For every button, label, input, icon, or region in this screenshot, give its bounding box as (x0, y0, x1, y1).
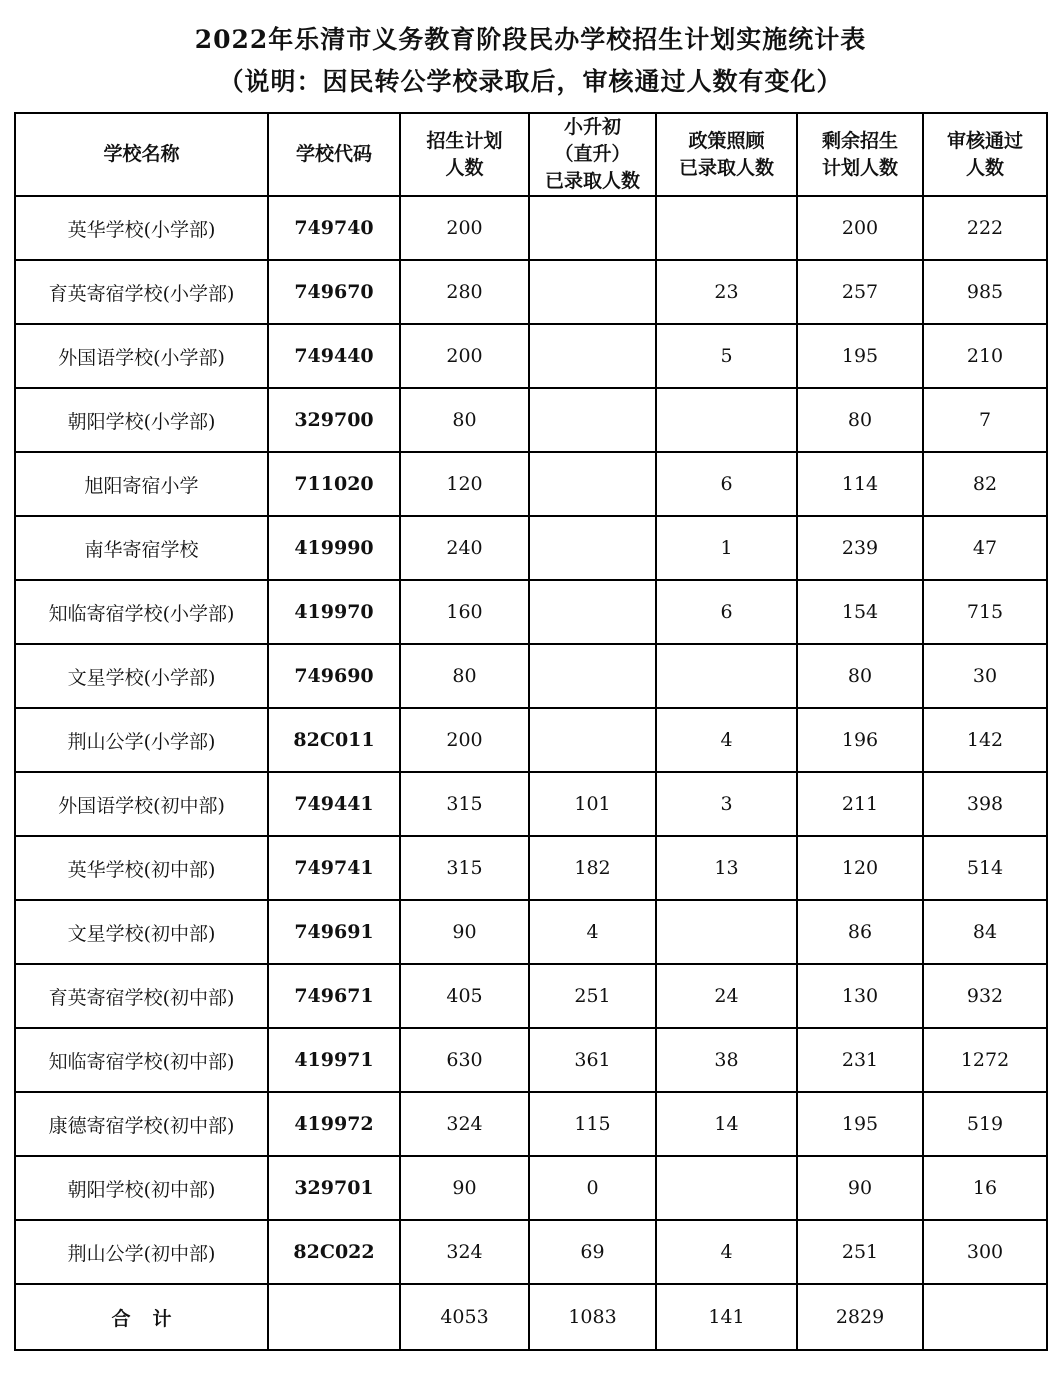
table-footer (15, 1284, 1047, 1350)
cell-school-code: 419990 (268, 516, 400, 580)
cell-school-name: 荆山公学(小学部) (15, 708, 268, 772)
cell-remaining-plan: 239 (797, 516, 923, 580)
cell-policy-admitted: 13 (656, 836, 797, 900)
cell-approved-count: 300 (923, 1220, 1047, 1284)
header-approved-count: 审核通过 人数 (923, 113, 1047, 196)
total-code (268, 1284, 400, 1350)
cell-direct-admitted (529, 196, 656, 260)
cell-school-code: 329701 (268, 1156, 400, 1220)
cell-enrollment-plan: 80 (400, 388, 529, 452)
header-direct-promotion-admitted: 小升初 （直升） 已录取人数 (529, 113, 656, 196)
cell-remaining-plan: 231 (797, 1028, 923, 1092)
cell-school-code: 749440 (268, 324, 400, 388)
cell-approved-count: 398 (923, 772, 1047, 836)
header-policy-admitted: 政策照顾 已录取人数 (656, 113, 797, 196)
cell-school-name: 朝阳学校(初中部) (15, 1156, 268, 1220)
total-direct-admitted: 1083 (529, 1284, 656, 1350)
table-row (15, 388, 1047, 452)
cell-remaining-plan: 80 (797, 644, 923, 708)
table-row (15, 580, 1047, 644)
cell-policy-admitted: 38 (656, 1028, 797, 1092)
cell-enrollment-plan: 90 (400, 900, 529, 964)
cell-approved-count: 7 (923, 388, 1047, 452)
cell-school-name: 康德寄宿学校(初中部) (15, 1092, 268, 1156)
cell-school-name: 育英寄宿学校(初中部) (15, 964, 268, 1028)
cell-policy-admitted: 4 (656, 1220, 797, 1284)
header-school-code: 学校代码 (268, 113, 400, 196)
cell-enrollment-plan: 80 (400, 644, 529, 708)
total-label: 合计 (15, 1284, 268, 1350)
cell-remaining-plan: 120 (797, 836, 923, 900)
cell-direct-admitted (529, 708, 656, 772)
cell-policy-admitted: 1 (656, 516, 797, 580)
table-row (15, 516, 1047, 580)
cell-approved-count: 222 (923, 196, 1047, 260)
cell-school-name: 知临寄宿学校(小学部) (15, 580, 268, 644)
cell-school-code: 749441 (268, 772, 400, 836)
cell-direct-admitted (529, 388, 656, 452)
cell-policy-admitted: 6 (656, 580, 797, 644)
cell-direct-admitted: 115 (529, 1092, 656, 1156)
table-body (15, 196, 1047, 1284)
cell-school-code: 82C022 (268, 1220, 400, 1284)
cell-remaining-plan: 130 (797, 964, 923, 1028)
cell-remaining-plan: 195 (797, 1092, 923, 1156)
cell-enrollment-plan: 324 (400, 1220, 529, 1284)
cell-enrollment-plan: 324 (400, 1092, 529, 1156)
cell-remaining-plan: 196 (797, 708, 923, 772)
table-row (15, 452, 1047, 516)
cell-enrollment-plan: 315 (400, 772, 529, 836)
page-title: 2022年乐清市义务教育阶段民办学校招生计划实施统计表 (194, 25, 867, 54)
cell-approved-count: 514 (923, 836, 1047, 900)
total-remaining: 2829 (797, 1284, 923, 1350)
cell-school-name: 育英寄宿学校(小学部) (15, 260, 268, 324)
cell-direct-admitted: 0 (529, 1156, 656, 1220)
cell-school-name: 朝阳学校(小学部) (15, 388, 268, 452)
cell-approved-count: 82 (923, 452, 1047, 516)
cell-school-name: 南华寄宿学校 (15, 516, 268, 580)
cell-direct-admitted (529, 452, 656, 516)
cell-direct-admitted: 361 (529, 1028, 656, 1092)
table-row (15, 1092, 1047, 1156)
cell-policy-admitted: 24 (656, 964, 797, 1028)
cell-policy-admitted: 3 (656, 772, 797, 836)
cell-direct-admitted (529, 324, 656, 388)
cell-approved-count: 985 (923, 260, 1047, 324)
cell-enrollment-plan: 200 (400, 324, 529, 388)
cell-school-code: 82C011 (268, 708, 400, 772)
cell-school-code: 711020 (268, 452, 400, 516)
cell-enrollment-plan: 90 (400, 1156, 529, 1220)
cell-school-name: 外国语学校(初中部) (15, 772, 268, 836)
cell-policy-admitted (656, 1156, 797, 1220)
cell-remaining-plan: 80 (797, 388, 923, 452)
cell-enrollment-plan: 200 (400, 196, 529, 260)
table-row (15, 1220, 1047, 1284)
cell-direct-admitted (529, 516, 656, 580)
table-row (15, 708, 1047, 772)
cell-direct-admitted: 4 (529, 900, 656, 964)
cell-policy-admitted: 4 (656, 708, 797, 772)
cell-school-code: 749690 (268, 644, 400, 708)
cell-school-code: 329700 (268, 388, 400, 452)
cell-enrollment-plan: 280 (400, 260, 529, 324)
cell-remaining-plan: 251 (797, 1220, 923, 1284)
enrollment-stats-table (14, 112, 1048, 1351)
cell-approved-count: 1272 (923, 1028, 1047, 1092)
cell-school-name: 旭阳寄宿小学 (15, 452, 268, 516)
cell-school-name: 外国语学校(小学部) (15, 324, 268, 388)
cell-school-name: 知临寄宿学校(初中部) (15, 1028, 268, 1092)
cell-policy-admitted: 23 (656, 260, 797, 324)
table-row (15, 196, 1047, 260)
header-remaining-plan: 剩余招生 计划人数 (797, 113, 923, 196)
cell-school-code: 749671 (268, 964, 400, 1028)
cell-remaining-plan: 211 (797, 772, 923, 836)
cell-approved-count: 30 (923, 644, 1047, 708)
table-row (15, 836, 1047, 900)
cell-school-name: 文星学校(小学部) (15, 644, 268, 708)
cell-policy-admitted: 14 (656, 1092, 797, 1156)
cell-policy-admitted (656, 196, 797, 260)
cell-direct-admitted: 251 (529, 964, 656, 1028)
cell-enrollment-plan: 315 (400, 836, 529, 900)
cell-school-name: 荆山公学(初中部) (15, 1220, 268, 1284)
cell-school-name: 英华学校(初中部) (15, 836, 268, 900)
cell-school-code: 749740 (268, 196, 400, 260)
page-subtitle-note: （说明：因民转公学校录取后，审核通过人数有变化） (218, 67, 843, 96)
cell-policy-admitted: 5 (656, 324, 797, 388)
cell-school-code: 419971 (268, 1028, 400, 1092)
cell-remaining-plan: 114 (797, 452, 923, 516)
total-policy-admitted: 141 (656, 1284, 797, 1350)
cell-approved-count: 210 (923, 324, 1047, 388)
cell-school-code: 749670 (268, 260, 400, 324)
cell-approved-count: 932 (923, 964, 1047, 1028)
cell-school-name: 英华学校(小学部) (15, 196, 268, 260)
cell-school-code: 749691 (268, 900, 400, 964)
cell-enrollment-plan: 405 (400, 964, 529, 1028)
cell-enrollment-plan: 120 (400, 452, 529, 516)
cell-approved-count: 16 (923, 1156, 1047, 1220)
cell-policy-admitted: 6 (656, 452, 797, 516)
cell-school-code: 419970 (268, 580, 400, 644)
table-row (15, 964, 1047, 1028)
table-row (15, 324, 1047, 388)
cell-direct-admitted: 69 (529, 1220, 656, 1284)
cell-enrollment-plan: 160 (400, 580, 529, 644)
cell-school-code: 419972 (268, 1092, 400, 1156)
header-school-name: 学校名称 (15, 113, 268, 196)
cell-enrollment-plan: 630 (400, 1028, 529, 1092)
cell-approved-count: 715 (923, 580, 1047, 644)
cell-remaining-plan: 90 (797, 1156, 923, 1220)
cell-enrollment-plan: 200 (400, 708, 529, 772)
cell-policy-admitted (656, 388, 797, 452)
cell-approved-count: 84 (923, 900, 1047, 964)
header-enrollment-plan: 招生计划 人数 (400, 113, 529, 196)
total-plan: 4053 (400, 1284, 529, 1350)
cell-school-code: 749741 (268, 836, 400, 900)
cell-direct-admitted (529, 644, 656, 708)
total-row (15, 1284, 1047, 1350)
cell-policy-admitted (656, 644, 797, 708)
cell-approved-count: 142 (923, 708, 1047, 772)
cell-school-name: 文星学校(初中部) (15, 900, 268, 964)
cell-remaining-plan: 195 (797, 324, 923, 388)
cell-enrollment-plan: 240 (400, 516, 529, 580)
cell-remaining-plan: 257 (797, 260, 923, 324)
table-row (15, 772, 1047, 836)
cell-direct-admitted (529, 260, 656, 324)
cell-policy-admitted (656, 900, 797, 964)
cell-remaining-plan: 200 (797, 196, 923, 260)
cell-approved-count: 47 (923, 516, 1047, 580)
table-row (15, 900, 1047, 964)
table-row (15, 1156, 1047, 1220)
cell-approved-count: 519 (923, 1092, 1047, 1156)
total-approved (923, 1284, 1047, 1350)
cell-direct-admitted: 101 (529, 772, 656, 836)
cell-direct-admitted: 182 (529, 836, 656, 900)
table-row (15, 644, 1047, 708)
cell-remaining-plan: 154 (797, 580, 923, 644)
cell-direct-admitted (529, 580, 656, 644)
table-row (15, 260, 1047, 324)
table-header (15, 113, 1047, 196)
table-row (15, 1028, 1047, 1092)
cell-remaining-plan: 86 (797, 900, 923, 964)
